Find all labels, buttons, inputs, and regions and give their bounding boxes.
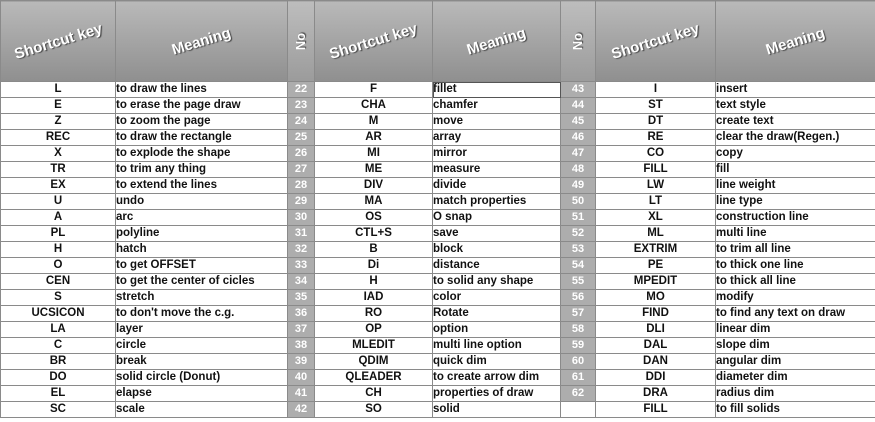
number-cell: 23: [288, 98, 315, 114]
number-cell: 34: [288, 274, 315, 290]
shortcut-key-cell: SO: [315, 402, 433, 418]
meaning-cell: to thick all line: [716, 274, 875, 290]
meaning-cell: create text: [716, 114, 875, 130]
meaning-cell: chamfer: [433, 98, 561, 114]
number-cell: 22: [288, 82, 315, 98]
number-cell: 28: [288, 178, 315, 194]
shortcut-key-cell: H: [315, 274, 433, 290]
shortcut-key-cell: RO: [315, 306, 433, 322]
meaning-cell: to extend the lines: [116, 178, 288, 194]
meaning-cell: solid circle (Donut): [116, 370, 288, 386]
number-cell: [561, 402, 596, 418]
meaning-cell: distance: [433, 258, 561, 274]
number-cell: 38: [288, 338, 315, 354]
table-row: [1, 322, 875, 338]
meaning-cell: to don't move the c.g.: [116, 306, 288, 322]
table-row: [1, 242, 875, 258]
shortcut-key-cell: LW: [596, 178, 716, 194]
meaning-cell: multi line: [716, 226, 875, 242]
meaning-cell: to draw the lines: [116, 82, 288, 98]
meaning-cell: copy: [716, 146, 875, 162]
meaning-cell: polyline: [116, 226, 288, 242]
header-meaning-3: Meaning: [716, 1, 875, 82]
meaning-cell: to solid any shape: [433, 274, 561, 290]
number-cell: 52: [561, 226, 596, 242]
shortcut-key-cell: Di: [315, 258, 433, 274]
number-cell: 41: [288, 386, 315, 402]
shortcut-key-cell: FILL: [596, 402, 716, 418]
header-shortcut-key-1: Shortcut key: [1, 1, 116, 82]
shortcut-key-cell: UCSICON: [1, 306, 116, 322]
shortcut-key-cell: CO: [596, 146, 716, 162]
meaning-cell: option: [433, 322, 561, 338]
shortcut-key-cell: QLEADER: [315, 370, 433, 386]
meaning-cell: to erase the page draw: [116, 98, 288, 114]
number-cell: 44: [561, 98, 596, 114]
shortcut-key-cell: QDIM: [315, 354, 433, 370]
meaning-cell: fill: [716, 162, 875, 178]
shortcut-key-cell: EX: [1, 178, 116, 194]
number-cell: 35: [288, 290, 315, 306]
number-cell: 57: [561, 306, 596, 322]
shortcut-key-cell: PL: [1, 226, 116, 242]
shortcut-key-cell: MLEDIT: [315, 338, 433, 354]
meaning-cell: move: [433, 114, 561, 130]
shortcut-key-cell: EL: [1, 386, 116, 402]
meaning-cell: line weight: [716, 178, 875, 194]
table-row: [1, 146, 875, 162]
number-cell: 61: [561, 370, 596, 386]
shortcut-key-cell: DLI: [596, 322, 716, 338]
header-meaning-1: Meaning: [116, 1, 288, 82]
meaning-cell: diameter dim: [716, 370, 875, 386]
meaning-cell: quick dim: [433, 354, 561, 370]
shortcut-key-cell: DAN: [596, 354, 716, 370]
number-cell: 42: [288, 402, 315, 418]
meaning-cell: match properties: [433, 194, 561, 210]
shortcut-key-cell: F: [315, 82, 433, 98]
meaning-cell: text style: [716, 98, 875, 114]
meaning-cell: solid: [433, 402, 561, 418]
meaning-cell: slope dim: [716, 338, 875, 354]
table-row: [1, 210, 875, 226]
meaning-cell: array: [433, 130, 561, 146]
meaning-cell: to draw the rectangle: [116, 130, 288, 146]
shortcut-key-cell: Z: [1, 114, 116, 130]
header-row: [1, 1, 875, 82]
meaning-cell: break: [116, 354, 288, 370]
meaning-cell: to find any text on draw: [716, 306, 875, 322]
shortcut-key-cell: LT: [596, 194, 716, 210]
shortcut-key-cell: AR: [315, 130, 433, 146]
number-cell: 33: [288, 258, 315, 274]
table-row: [1, 194, 875, 210]
shortcut-key-cell: A: [1, 210, 116, 226]
meaning-cell: modify: [716, 290, 875, 306]
meaning-cell: properties of draw: [433, 386, 561, 402]
meaning-cell: Rotate: [433, 306, 561, 322]
table-row: [1, 98, 875, 114]
meaning-cell: undo: [116, 194, 288, 210]
number-cell: 50: [561, 194, 596, 210]
number-cell: 45: [561, 114, 596, 130]
meaning-cell: to fill solids: [716, 402, 875, 418]
number-cell: 60: [561, 354, 596, 370]
meaning-cell: mirror: [433, 146, 561, 162]
number-cell: 46: [561, 130, 596, 146]
number-cell: 27: [288, 162, 315, 178]
number-cell: 32: [288, 242, 315, 258]
shortcut-key-cell: X: [1, 146, 116, 162]
meaning-cell: to thick one line: [716, 258, 875, 274]
meaning-cell: save: [433, 226, 561, 242]
shortcut-key-cell: DO: [1, 370, 116, 386]
table-row: [1, 130, 875, 146]
number-cell: 53: [561, 242, 596, 258]
number-cell: 39: [288, 354, 315, 370]
shortcut-key-cell: TR: [1, 162, 116, 178]
meaning-cell: multi line option: [433, 338, 561, 354]
shortcut-key-cell: DDI: [596, 370, 716, 386]
shortcut-key-cell: O: [1, 258, 116, 274]
number-cell: 47: [561, 146, 596, 162]
header-shortcut-key-2: Shortcut key: [315, 1, 433, 82]
meaning-cell: line type: [716, 194, 875, 210]
meaning-cell: stretch: [116, 290, 288, 306]
shortcut-key-cell: ST: [596, 98, 716, 114]
shortcut-key-cell: DT: [596, 114, 716, 130]
shortcut-key-cell: XL: [596, 210, 716, 226]
meaning-cell: elapse: [116, 386, 288, 402]
shortcut-key-cell: CHA: [315, 98, 433, 114]
meaning-cell: insert: [716, 82, 875, 98]
shortcut-key-cell: MI: [315, 146, 433, 162]
table-row: [1, 386, 875, 402]
number-cell: 54: [561, 258, 596, 274]
number-cell: 40: [288, 370, 315, 386]
shortcut-key-cell: ML: [596, 226, 716, 242]
shortcut-key-cell: OP: [315, 322, 433, 338]
number-cell: 43: [561, 82, 596, 98]
shortcut-key-cell: H: [1, 242, 116, 258]
header-meaning-2: Meaning: [433, 1, 561, 82]
meaning-cell: to trim all line: [716, 242, 875, 258]
shortcut-key-cell: C: [1, 338, 116, 354]
shortcut-key-cell: DRA: [596, 386, 716, 402]
number-cell: 55: [561, 274, 596, 290]
meaning-cell: O snap: [433, 210, 561, 226]
table-row: [1, 306, 875, 322]
shortcut-key-cell: PE: [596, 258, 716, 274]
shortcut-key-cell: S: [1, 290, 116, 306]
meaning-cell: divide: [433, 178, 561, 194]
meaning-cell: block: [433, 242, 561, 258]
table-row: [1, 338, 875, 354]
meaning-cell: circle: [116, 338, 288, 354]
table-row: [1, 370, 875, 386]
number-cell: 36: [288, 306, 315, 322]
shortcut-key-cell: SC: [1, 402, 116, 418]
table-row: [1, 290, 875, 306]
number-cell: 58: [561, 322, 596, 338]
header-shortcut-key-3: Shortcut key: [596, 1, 716, 82]
table-row: [1, 178, 875, 194]
meaning-cell: measure: [433, 162, 561, 178]
meaning-cell: arc: [116, 210, 288, 226]
number-cell: 48: [561, 162, 596, 178]
table-row: [1, 402, 875, 418]
number-cell: 29: [288, 194, 315, 210]
meaning-cell: to explode the shape: [116, 146, 288, 162]
table-row: [1, 82, 875, 98]
number-cell: 51: [561, 210, 596, 226]
header-no-2: No: [561, 1, 596, 82]
meaning-cell: layer: [116, 322, 288, 338]
shortcut-key-cell: OS: [315, 210, 433, 226]
shortcut-key-cell: MO: [596, 290, 716, 306]
number-cell: 56: [561, 290, 596, 306]
table-row: [1, 226, 875, 242]
shortcut-key-cell: M: [315, 114, 433, 130]
meaning-cell: to get OFFSET: [116, 258, 288, 274]
number-cell: 49: [561, 178, 596, 194]
meaning-cell: angular dim: [716, 354, 875, 370]
shortcut-key-cell: IAD: [315, 290, 433, 306]
shortcut-key-cell: E: [1, 98, 116, 114]
meaning-cell: to create arrow dim: [433, 370, 561, 386]
shortcut-key-cell: MPEDIT: [596, 274, 716, 290]
meaning-cell: to zoom the page: [116, 114, 288, 130]
number-cell: 37: [288, 322, 315, 338]
number-cell: 62: [561, 386, 596, 402]
shortcut-key-cell: LA: [1, 322, 116, 338]
table-row: [1, 258, 875, 274]
meaning-cell: radius dim: [716, 386, 875, 402]
shortcut-key-cell: I: [596, 82, 716, 98]
meaning-cell: to get the center of cicles: [116, 274, 288, 290]
table-row: [1, 354, 875, 370]
shortcut-key-cell: CH: [315, 386, 433, 402]
shortcut-key-cell: RE: [596, 130, 716, 146]
shortcut-key-cell: FIND: [596, 306, 716, 322]
shortcut-key-cell: B: [315, 242, 433, 258]
meaning-cell: linear dim: [716, 322, 875, 338]
number-cell: 25: [288, 130, 315, 146]
shortcut-key-cell: CEN: [1, 274, 116, 290]
table-row: [1, 162, 875, 178]
shortcut-key-cell: BR: [1, 354, 116, 370]
meaning-cell: clear the draw(Regen.): [716, 130, 875, 146]
shortcut-key-cell: L: [1, 82, 116, 98]
shortcut-key-cell: ME: [315, 162, 433, 178]
shortcut-key-cell: EXTRIM: [596, 242, 716, 258]
number-cell: 59: [561, 338, 596, 354]
table-row: [1, 274, 875, 290]
number-cell: 24: [288, 114, 315, 130]
table-row: [1, 114, 875, 130]
shortcut-key-cell: FILL: [596, 162, 716, 178]
meaning-cell: to trim any thing: [116, 162, 288, 178]
shortcut-key-cell: DIV: [315, 178, 433, 194]
shortcut-key-cell: CTL+S: [315, 226, 433, 242]
meaning-cell: construction line: [716, 210, 875, 226]
meaning-cell: fillet: [433, 82, 561, 98]
shortcut-key-cell: U: [1, 194, 116, 210]
meaning-cell: hatch: [116, 242, 288, 258]
shortcut-key-cell: MA: [315, 194, 433, 210]
number-cell: 26: [288, 146, 315, 162]
number-cell: 31: [288, 226, 315, 242]
number-cell: 30: [288, 210, 315, 226]
meaning-cell: color: [433, 290, 561, 306]
header-no-1: No: [288, 1, 315, 82]
shortcut-key-cell: REC: [1, 130, 116, 146]
meaning-cell: scale: [116, 402, 288, 418]
shortcut-key-cell: DAL: [596, 338, 716, 354]
